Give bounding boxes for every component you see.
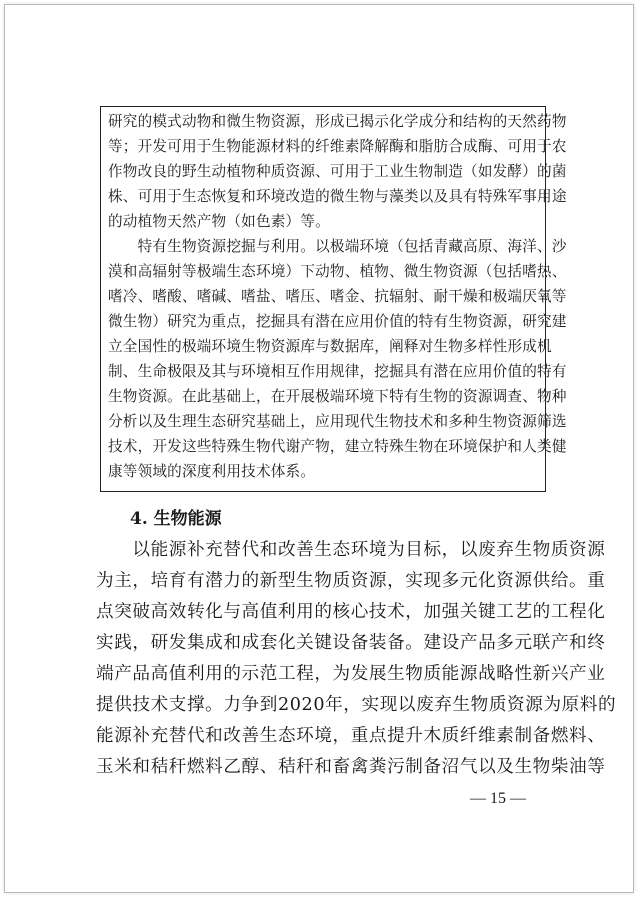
body-line: 能源补充替代和改善生态环境，重点提升木质纤维素制备燃料、 bbox=[96, 726, 606, 746]
boxed-text-line: 康等领域的深度利用技术体系。 bbox=[108, 463, 316, 480]
boxed-text-line: 分析以及生理生态研究基础上，应用现代生物技术和多种生物资源筛选 bbox=[108, 413, 567, 430]
boxed-text-line: 特有生物资源挖掘与利用。以极端环境（包括青藏高原、海洋、沙 bbox=[108, 238, 567, 255]
body-line: 点突破高效转化与高值利用的核心技术，加强关键工艺的工程化 bbox=[96, 602, 606, 622]
page-number: — 15 — bbox=[470, 790, 526, 807]
boxed-text-line: 生物资源。在此基础上，在开展极端环境下特有生物的资源调查、物种 bbox=[108, 388, 567, 405]
boxed-text-line: 制、生命极限及其与环境相互作用规律，挖掘具有潜在应用价值的特有 bbox=[108, 363, 567, 380]
boxed-text-line: 立全国性的极端环境生物资源库与数据库，阐释对生物多样性形成机 bbox=[108, 338, 552, 355]
boxed-text-line: 漠和高辐射等极端生态环境）下动物、植物、微生物资源（包括嗜热、 bbox=[108, 263, 567, 280]
boxed-text-line: 的动植物天然产物（如色素）等。 bbox=[108, 213, 330, 230]
boxed-text-line: 嗜冷、嗜酸、嗜碱、嗜盐、嗜压、嗜金、抗辐射、耐干燥和极端厌氧等 bbox=[108, 288, 567, 305]
boxed-text-line: 研究的模式动物和微生物资源，形成已揭示化学成分和结构的天然药物 bbox=[108, 113, 567, 130]
body-line: 玉米和秸秆燃料乙醇、秸秆和畜禽粪污制备沼气以及生物柴油等 bbox=[96, 757, 606, 777]
boxed-text-line: 技术，开发这些特殊生物代谢产物，建立特殊生物在环境保护和人类健 bbox=[108, 438, 567, 455]
body-line: 提供技术支撑。力争到2020年，实现以废弃生物质资源为原料的 bbox=[96, 695, 617, 715]
body-line: 以能源补充替代和改善生态环境为目标，以废弃生物质资源 bbox=[96, 540, 606, 560]
section-heading: 4. 生物能源 bbox=[130, 509, 222, 529]
boxed-text-line: 株、可用于生态恢复和环境改造的微生物与藻类以及具有特殊军事用途 bbox=[108, 188, 567, 205]
body-line: 为主，培育有潜力的新型生物质资源，实现多元化资源供给。重 bbox=[96, 571, 606, 591]
boxed-text-line: 等；开发可用于生物能源材料的纤维素降解酶和脂肪合成酶、可用于农 bbox=[108, 138, 567, 155]
body-line: 实践，研发集成和成套化关键设备装备。建设产品多元联产和终 bbox=[96, 633, 606, 653]
body-line: 端产品高值利用的示范工程，为发展生物质能源战略性新兴产业 bbox=[96, 664, 606, 684]
boxed-text-line: 作物改良的野生动植物种质资源、可用于工业生物制造（如发酵）的菌 bbox=[108, 163, 567, 180]
boxed-text-line: 微生物）研究为重点，挖掘具有潜在应用价值的特有生物资源，研究建 bbox=[108, 313, 567, 330]
